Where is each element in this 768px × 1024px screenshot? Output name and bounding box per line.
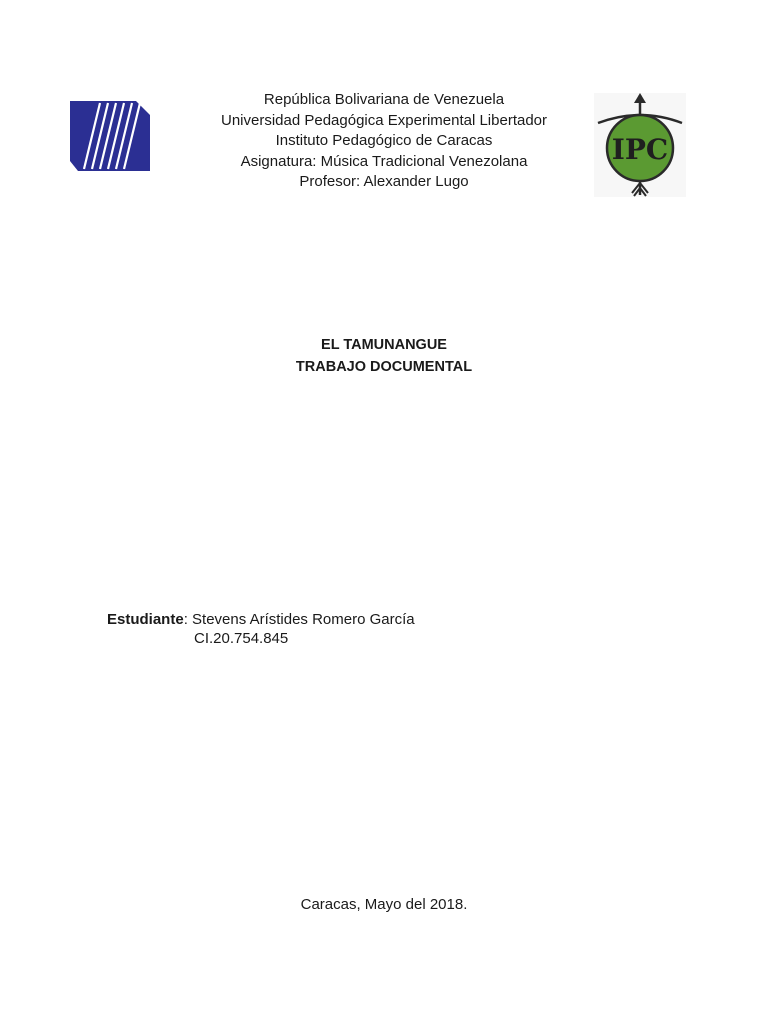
document-title (0, 335, 768, 378)
ipc-seal-text: IPC (611, 133, 669, 166)
title-line-2: TRABAJO DOCUMENTAL (295, 358, 473, 375)
student-separator: : (183, 611, 188, 628)
student-info (107, 610, 415, 629)
student-label: Estudiante (107, 611, 184, 628)
institution-header (0, 90, 768, 193)
title-line-1: EL TAMUNANGUE (321, 337, 447, 353)
header-line-institute: Instituto Pedagógico de Caracas (275, 132, 493, 150)
student-name: Stevens Arístides Romero García (187, 611, 415, 628)
student-id: CI.20.754.845 (194, 630, 289, 647)
header-line-subject: Asignatura: Música Tradicional Venezolana (240, 152, 528, 170)
header-line-university: Universidad Pedagógica Experimental Libertador (220, 111, 548, 129)
header-line-professor: Profesor: Alexander Lugo (299, 173, 469, 191)
place-date: Caracas, Mayo del 2018. (300, 896, 468, 913)
header-line-country: República Bolivariana de Venezuela (263, 91, 505, 108)
